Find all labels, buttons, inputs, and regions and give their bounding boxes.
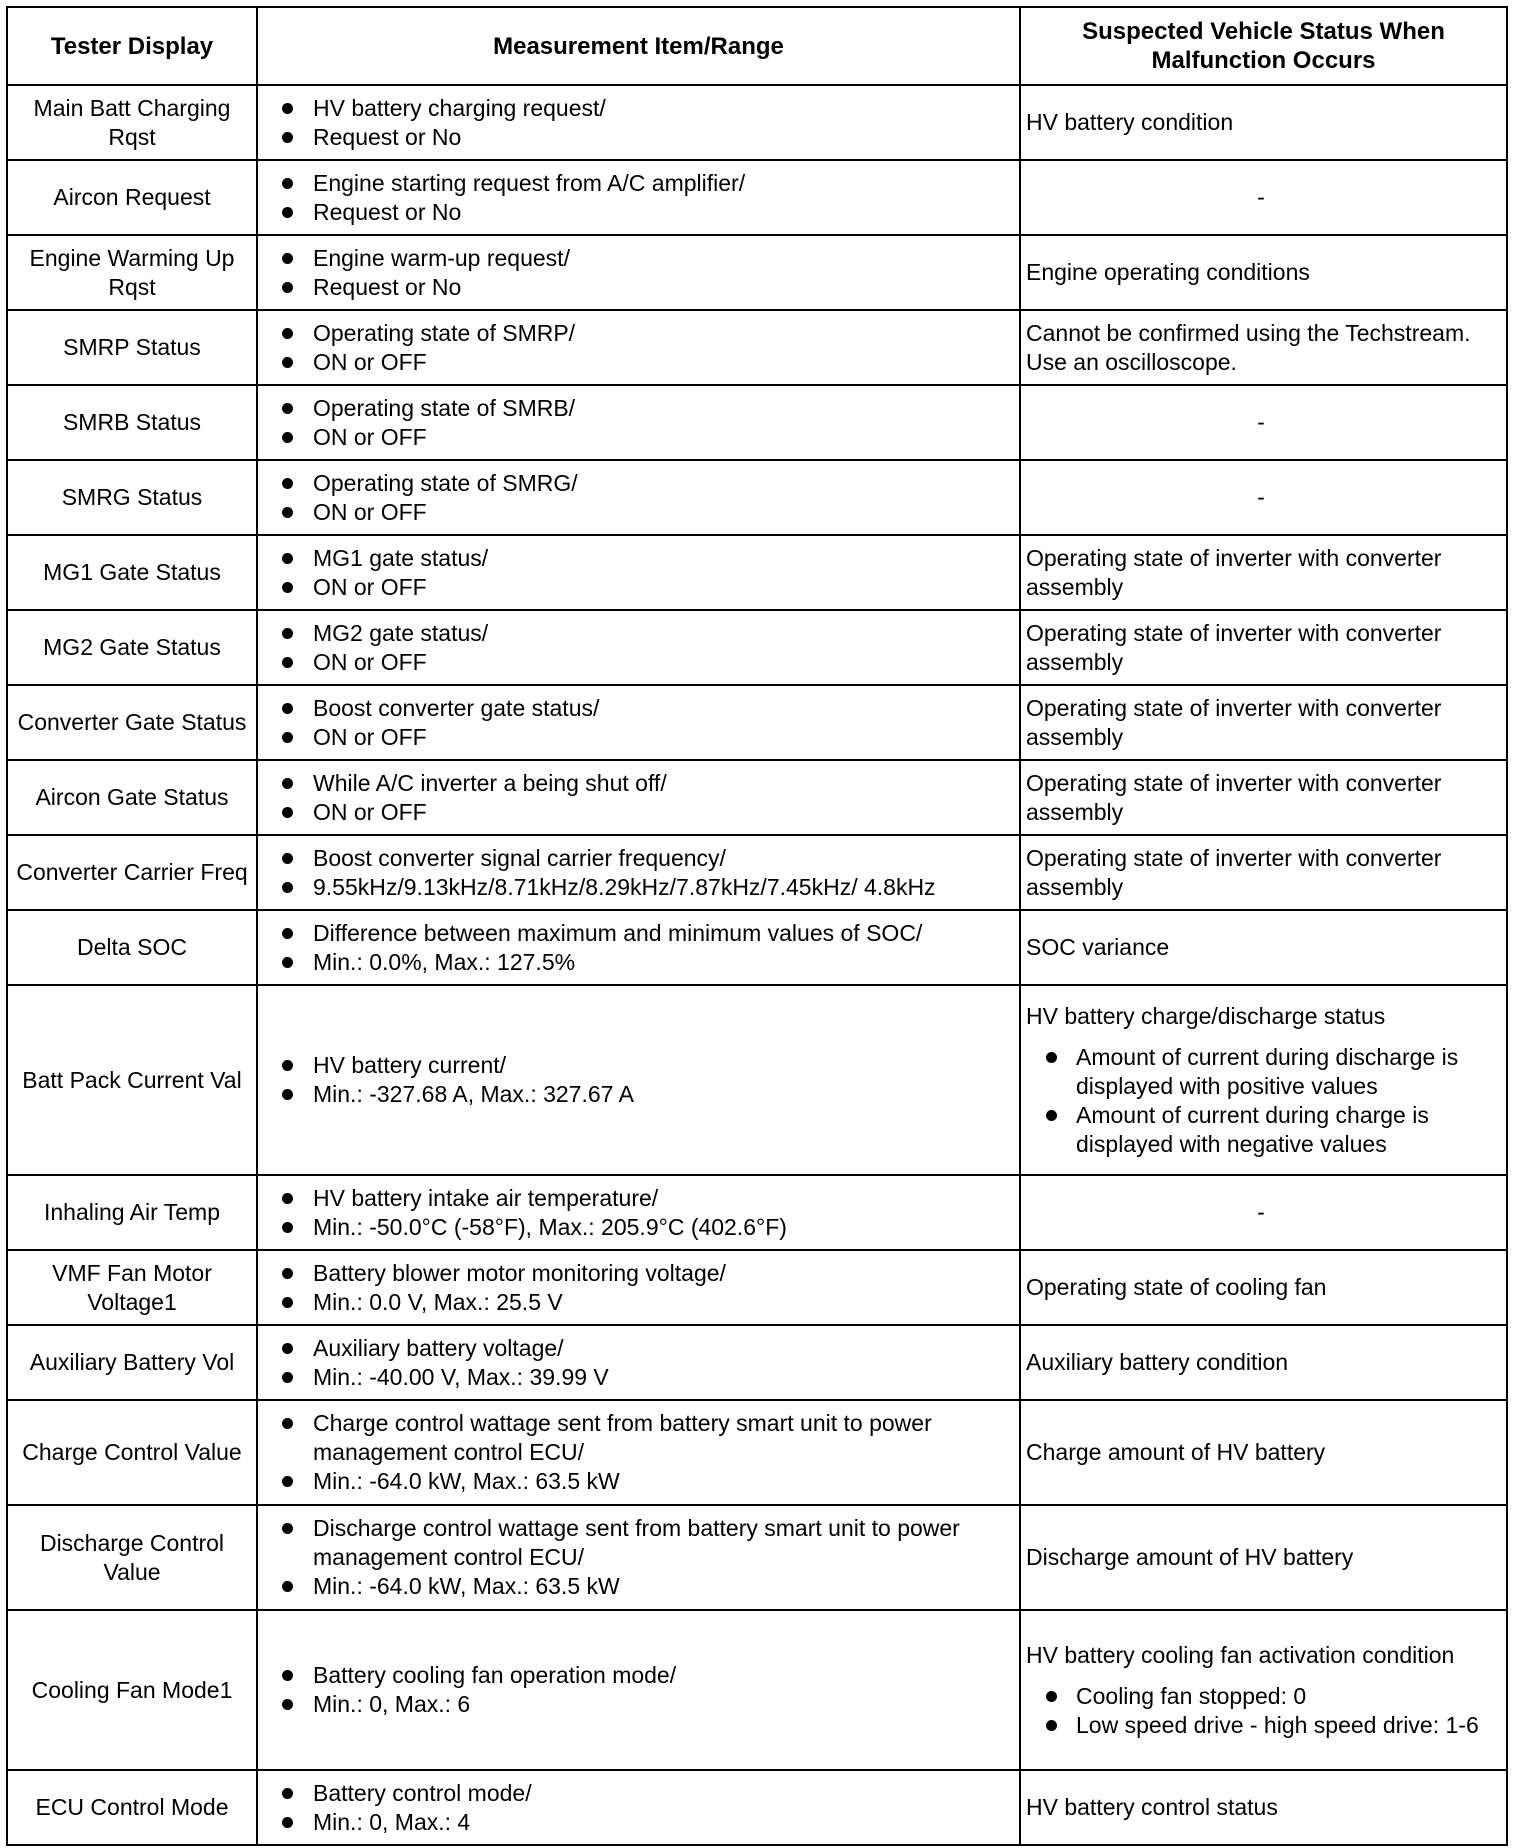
suspected-status-cell: SOC variance — [1020, 910, 1507, 985]
measurement-range: Min.: 0.0 V, Max.: 25.5 V — [276, 1288, 1009, 1317]
table-row — [7, 160, 1507, 235]
table-row — [7, 760, 1507, 835]
measurement-cell — [257, 1400, 1020, 1505]
measurement-range: ON or OFF — [276, 423, 1009, 452]
tester-display-cell: Auxiliary Battery Vol — [7, 1325, 257, 1400]
measurement-item: Battery cooling fan operation mode/ — [276, 1661, 1009, 1690]
measurement-list — [276, 1409, 1009, 1496]
measurement-cell — [257, 685, 1020, 760]
measurement-cell — [257, 1610, 1020, 1770]
measurement-range: Min.: -64.0 kW, Max.: 63.5 kW — [276, 1572, 1009, 1601]
suspected-status-text: HV battery cooling fan activation condition — [1026, 1641, 1455, 1668]
measurement-item: Boost converter gate status/ — [276, 694, 1009, 723]
table-row — [7, 1505, 1507, 1610]
suspected-status-bullet: Amount of current during discharge is displayed with positive values — [1026, 1043, 1496, 1101]
measurement-range: Min.: 0, Max.: 4 — [276, 1808, 1009, 1837]
suspected-status-cell — [1020, 985, 1507, 1175]
measurement-range: Min.: -64.0 kW, Max.: 63.5 kW — [276, 1467, 1009, 1496]
measurement-cell — [257, 835, 1020, 910]
suspected-status-bullet: Amount of current during charge is displayed with negative values — [1026, 1101, 1496, 1159]
header-row — [7, 7, 1507, 85]
measurement-range: ON or OFF — [276, 648, 1009, 677]
measurement-cell — [257, 1250, 1020, 1325]
suspected-status-bullet: Low speed drive - high speed drive: 1-6 — [1026, 1711, 1496, 1740]
tester-display-cell: Batt Pack Current Val — [7, 985, 257, 1175]
measurement-list — [276, 919, 1009, 977]
measurement-item: MG1 gate status/ — [276, 544, 1009, 573]
tester-display-cell: Discharge Control Value — [7, 1505, 257, 1610]
table-row — [7, 685, 1507, 760]
suspected-status-bullet: Cooling fan stopped: 0 — [1026, 1682, 1496, 1711]
measurement-list — [276, 1051, 1009, 1109]
measurement-list — [276, 469, 1009, 527]
measurement-range: Request or No — [276, 123, 1009, 152]
suspected-status-cell: Charge amount of HV battery — [1020, 1400, 1507, 1505]
tester-display-cell: SMRG Status — [7, 460, 257, 535]
tester-display-cell: MG1 Gate Status — [7, 535, 257, 610]
suspected-status-cell: - — [1020, 460, 1507, 535]
suspected-status-list — [1026, 1682, 1496, 1740]
measurement-list — [276, 1259, 1009, 1317]
tester-display-cell: Charge Control Value — [7, 1400, 257, 1505]
header-suspected-vehicle-status: Suspected Vehicle Status When Malfunction Occurs — [1020, 7, 1507, 85]
measurement-range: Min.: 0.0%, Max.: 127.5% — [276, 948, 1009, 977]
suspected-status-cell: Operating state of inverter with converter assembly — [1020, 685, 1507, 760]
tester-display-cell: Cooling Fan Mode1 — [7, 1610, 257, 1770]
measurement-list — [276, 394, 1009, 452]
tester-display-cell: Converter Gate Status — [7, 685, 257, 760]
measurement-range: ON or OFF — [276, 798, 1009, 827]
tester-display-cell: Inhaling Air Temp — [7, 1175, 257, 1250]
table-row — [7, 310, 1507, 385]
measurement-list — [276, 694, 1009, 752]
table-row — [7, 460, 1507, 535]
measurement-cell — [257, 1505, 1020, 1610]
suspected-status-cell: Operating state of inverter with converter assembly — [1020, 760, 1507, 835]
tester-display-cell: MG2 Gate Status — [7, 610, 257, 685]
measurement-list — [276, 619, 1009, 677]
measurement-list — [276, 169, 1009, 227]
measurement-cell — [257, 310, 1020, 385]
measurement-range: ON or OFF — [276, 348, 1009, 377]
measurement-range: Request or No — [276, 198, 1009, 227]
measurement-list — [276, 1779, 1009, 1837]
measurement-item: Discharge control wattage sent from battery smart unit to power management control ECU/ — [276, 1514, 1009, 1572]
measurement-cell — [257, 85, 1020, 160]
table-row — [7, 1770, 1507, 1845]
table-row — [7, 910, 1507, 985]
tester-display-cell: SMRB Status — [7, 385, 257, 460]
suspected-status-cell — [1020, 1610, 1507, 1770]
measurement-range: Min.: 0, Max.: 6 — [276, 1690, 1009, 1719]
measurement-item: HV battery current/ — [276, 1051, 1009, 1080]
suspected-status-cell: - — [1020, 385, 1507, 460]
measurement-cell — [257, 235, 1020, 310]
measurement-item: Engine starting request from A/C amplifier/ — [276, 169, 1009, 198]
measurement-cell — [257, 610, 1020, 685]
measurement-cell — [257, 760, 1020, 835]
measurement-list — [276, 319, 1009, 377]
table-body — [7, 85, 1507, 1845]
measurement-item: Charge control wattage sent from battery smart unit to power management control ECU/ — [276, 1409, 1009, 1467]
measurement-cell — [257, 1770, 1020, 1845]
table-row — [7, 385, 1507, 460]
table-row — [7, 535, 1507, 610]
suspected-status-list — [1026, 1043, 1496, 1159]
measurement-list — [276, 1334, 1009, 1392]
table-row — [7, 85, 1507, 160]
table-row — [7, 1250, 1507, 1325]
table-row — [7, 235, 1507, 310]
measurement-cell — [257, 1175, 1020, 1250]
suspected-status-cell: Cannot be confirmed using the Techstream. Use an oscilloscope. — [1020, 310, 1507, 385]
measurement-cell — [257, 985, 1020, 1175]
measurement-item: Boost converter signal carrier frequency/ — [276, 844, 1009, 873]
measurement-range: Min.: -327.68 A, Max.: 327.67 A — [276, 1080, 1009, 1109]
tester-display-cell: Delta SOC — [7, 910, 257, 985]
suspected-status-cell: Discharge amount of HV battery — [1020, 1505, 1507, 1610]
measurement-range: ON or OFF — [276, 498, 1009, 527]
measurement-list — [276, 94, 1009, 152]
measurement-cell — [257, 535, 1020, 610]
data-list-document — [6, 6, 1506, 1846]
suspected-status-cell: Operating state of inverter with converter assembly — [1020, 835, 1507, 910]
suspected-status-cell: Auxiliary battery condition — [1020, 1325, 1507, 1400]
suspected-status-text: HV battery charge/discharge status — [1026, 1002, 1386, 1029]
measurement-cell — [257, 1325, 1020, 1400]
measurement-range: ON or OFF — [276, 723, 1009, 752]
tester-display-cell: Main Batt Charging Rqst — [7, 85, 257, 160]
measurement-cell — [257, 460, 1020, 535]
suspected-status-cell: Operating state of inverter with converter assembly — [1020, 535, 1507, 610]
measurement-item: Operating state of SMRP/ — [276, 319, 1009, 348]
table-row — [7, 610, 1507, 685]
tester-display-cell: Engine Warming Up Rqst — [7, 235, 257, 310]
suspected-status-cell: HV battery control status — [1020, 1770, 1507, 1845]
measurement-list — [276, 1661, 1009, 1719]
table-row — [7, 1400, 1507, 1505]
measurement-range: Request or No — [276, 273, 1009, 302]
data-list-table — [6, 6, 1508, 1846]
measurement-item: Difference between maximum and minimum values of SOC/ — [276, 919, 1009, 948]
measurement-cell — [257, 385, 1020, 460]
measurement-cell — [257, 160, 1020, 235]
table-row — [7, 1610, 1507, 1770]
measurement-range: 9.55kHz/9.13kHz/8.71kHz/8.29kHz/7.87kHz/7.45kHz/ 4.8kHz — [276, 873, 1009, 902]
suspected-status-cell: Operating state of inverter with converter assembly — [1020, 610, 1507, 685]
measurement-list — [276, 244, 1009, 302]
suspected-status-cell: - — [1020, 1175, 1507, 1250]
suspected-status-cell: - — [1020, 160, 1507, 235]
measurement-item: Operating state of SMRB/ — [276, 394, 1009, 423]
measurement-list — [276, 1514, 1009, 1601]
suspected-status-cell: Operating state of cooling fan — [1020, 1250, 1507, 1325]
measurement-item: Auxiliary battery voltage/ — [276, 1334, 1009, 1363]
tester-display-cell: VMF Fan Motor Voltage1 — [7, 1250, 257, 1325]
measurement-item: Engine warm-up request/ — [276, 244, 1009, 273]
header-measurement-item-range: Measurement Item/Range — [257, 7, 1020, 85]
measurement-item: Battery control mode/ — [276, 1779, 1009, 1808]
measurement-range: Min.: -50.0°C (-58°F), Max.: 205.9°C (402.6°F) — [276, 1213, 1009, 1242]
suspected-status-cell: HV battery condition — [1020, 85, 1507, 160]
suspected-status-cell: Engine operating conditions — [1020, 235, 1507, 310]
tester-display-cell: Aircon Gate Status — [7, 760, 257, 835]
tester-display-cell: Converter Carrier Freq — [7, 835, 257, 910]
measurement-range: Min.: -40.00 V, Max.: 39.99 V — [276, 1363, 1009, 1392]
table-row — [7, 1175, 1507, 1250]
tester-display-cell: Aircon Request — [7, 160, 257, 235]
measurement-item: Operating state of SMRG/ — [276, 469, 1009, 498]
header-tester-display: Tester Display — [7, 7, 257, 85]
tester-display-cell: ECU Control Mode — [7, 1770, 257, 1845]
tester-display-cell: SMRP Status — [7, 310, 257, 385]
measurement-list — [276, 844, 1009, 902]
measurement-item: HV battery charging request/ — [276, 94, 1009, 123]
table-row — [7, 835, 1507, 910]
table-row — [7, 1325, 1507, 1400]
measurement-item: HV battery intake air temperature/ — [276, 1184, 1009, 1213]
table-row — [7, 985, 1507, 1175]
measurement-range: ON or OFF — [276, 573, 1009, 602]
measurement-item: Battery blower motor monitoring voltage/ — [276, 1259, 1009, 1288]
measurement-list — [276, 544, 1009, 602]
measurement-item: While A/C inverter a being shut off/ — [276, 769, 1009, 798]
measurement-cell — [257, 910, 1020, 985]
measurement-item: MG2 gate status/ — [276, 619, 1009, 648]
measurement-list — [276, 1184, 1009, 1242]
measurement-list — [276, 769, 1009, 827]
